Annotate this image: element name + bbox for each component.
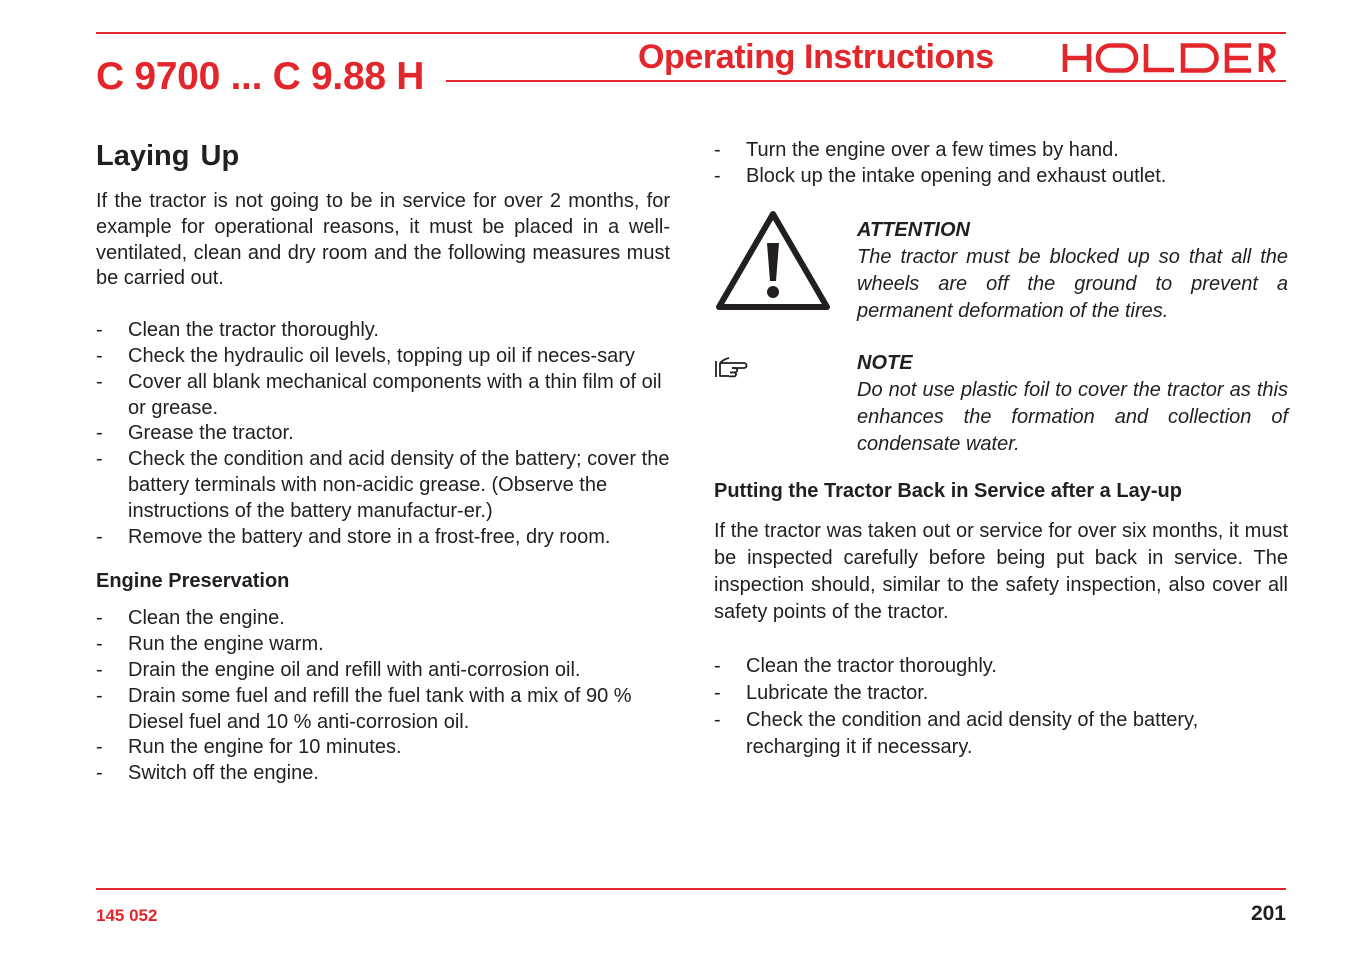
list-item: - Drain the engine oil and refill with anti-corrosion oil. <box>96 658 670 684</box>
engine-preservation-list <box>96 606 670 787</box>
return-to-service-heading: Putting the Tractor Back in Service after a Lay-up <box>714 479 1182 502</box>
intro-paragraph: If the tractor is not going to be in service for over 2 months, for example for operational reasons, it must be placed in a well-ventilated, clean and dry room and the following measures must be carried out. <box>96 190 670 290</box>
list-item: - Check the hydraulic oil levels, topping up oil if neces-sary <box>96 344 670 370</box>
list-item: - Remove the battery and store in a frost-free, dry room. <box>96 525 670 551</box>
attention-notice <box>714 217 1288 325</box>
list-item: - Turn the engine over a few times by hand. <box>714 138 1288 164</box>
warning-triangle-icon <box>714 209 832 313</box>
list-item: - Cover all blank mechanical components with a thin film of oil or grease. <box>96 370 670 422</box>
list-item: - Check the condition and acid density of the battery, recharging it if necessary. <box>714 707 1288 761</box>
laying-up-measures-list <box>96 318 670 550</box>
attention-text-block <box>857 217 1288 325</box>
right-column <box>714 138 1288 761</box>
return-to-service-list <box>714 653 1288 761</box>
engine-preservation-heading: Engine Preservation <box>96 570 290 593</box>
document-title: Operating Instructions <box>638 38 994 76</box>
note-text-block <box>857 350 1288 458</box>
list-item: - Clean the tractor thoroughly. <box>714 653 1288 680</box>
left-column <box>96 138 670 787</box>
note-notice <box>714 350 1288 458</box>
list-item: - Clean the tractor thoroughly. <box>96 318 670 344</box>
list-item: - Grease the tractor. <box>96 421 670 447</box>
list-item: - Block up the intake opening and exhaust outlet. <box>714 164 1288 190</box>
list-item: - Lubricate the tractor. <box>714 680 1288 707</box>
list-item: - Drain some fuel and refill the fuel tank with a mix of 90 % Diesel fuel and 10 % anti-corrosion oil. <box>96 684 670 736</box>
engine-preservation-list-continued <box>714 138 1288 190</box>
model-range-title: C 9700 ... C 9.88 H <box>96 55 425 98</box>
page-number: 201 <box>1250 902 1286 925</box>
list-item: - Run the engine for 10 minutes. <box>96 735 670 761</box>
section-title: Laying Up <box>96 140 240 172</box>
header-rule-right <box>446 80 1286 82</box>
pointing-hand-icon <box>714 356 750 380</box>
list-item: - Run the engine warm. <box>96 632 670 658</box>
list-item: - Switch off the engine. <box>96 761 670 787</box>
attention-text: The tractor must be blocked up so that all the wheels are off the ground to prevent a permanent deformation of the tires. <box>857 245 1288 322</box>
return-to-service-paragraph: If the tractor was taken out or service for over six months, it must be inspected carefully before being put back in service. The inspection should, similar to the safety inspection, also cover all safety points of the tractor. <box>714 519 1288 623</box>
note-label: NOTE <box>857 351 913 374</box>
note-text: Do not use plastic foil to cover the tractor as this enhances the formation and collection of condensate water. <box>857 378 1288 455</box>
holder-logo <box>1062 42 1276 74</box>
list-item: - Clean the engine. <box>96 606 670 632</box>
attention-label: ATTENTION <box>857 218 970 241</box>
list-item: - Check the condition and acid density of the battery; cover the battery terminals with non-acidic grease. (Observe the instructions of the battery manufactur-er.) <box>96 447 670 524</box>
footer-rule <box>96 888 1286 890</box>
document-code: 145 052 <box>96 906 158 925</box>
header-top-rule <box>96 32 1286 34</box>
